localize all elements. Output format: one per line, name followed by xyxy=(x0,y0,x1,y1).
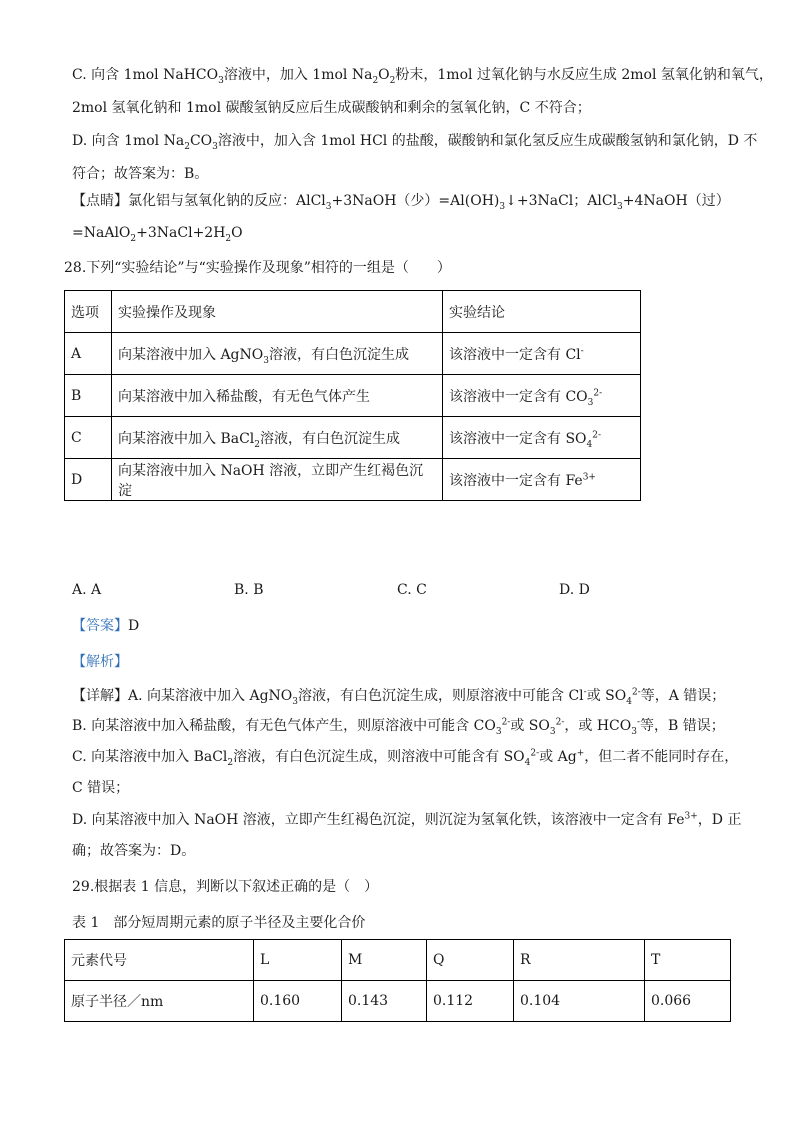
choice-d: D. D xyxy=(559,582,590,598)
header-l: L xyxy=(254,940,342,981)
choice-b: B. B xyxy=(234,582,264,598)
row-option: A xyxy=(65,333,112,375)
row-conclusion: 该溶液中一定含有 $Fe^{3+}$ xyxy=(443,459,641,501)
cell-r: 0.104 xyxy=(514,981,645,1022)
table-header-row xyxy=(65,940,731,981)
header-q: Q xyxy=(427,940,514,981)
cell-q: 0.112 xyxy=(427,981,514,1022)
header-conclusion: 实验结论 xyxy=(443,291,641,333)
question-29-title: 29.根据表 1 信息，判断以下叙述正确的是（ ） xyxy=(72,879,379,895)
option-c-explanation-line1: C. 向含 1mol NaHCO$_3$溶液中，加入 1mol $Na_2O_2$粉末，1mol 过氧化钠与水反应生成 2mol 氢氧化钠和氧气， xyxy=(72,67,773,86)
question-28-title: 28.下列“实验结论”与“实验操作及现象”相符的一组是（ ） xyxy=(64,260,451,276)
analysis-label: 【解析】 xyxy=(72,654,128,670)
detail-line-b: B. 向某溶液中加入稀盐酸，有无色气体产生，则原溶液中可能含 $CO_3^{2-}$或 $SO_3^{2-}$，或 $HCO_3^-$等，B 错误； xyxy=(72,717,725,737)
option-d-explanation-line2: 符合；故答案为：B。 xyxy=(72,166,209,182)
question-29-table xyxy=(64,939,731,1022)
row-option: D xyxy=(65,459,112,501)
cell-m: 0.143 xyxy=(342,981,427,1022)
detail-line-c: C. 向某溶液中加入 BaCl$_2$溶液，有白色沉淀生成，则溶液中可能含有 $SO_4^{2-}$或 Ag+，但二者不能同时存在， xyxy=(72,748,739,768)
row-label: 原子半径／nm xyxy=(65,981,254,1022)
option-d-explanation-line1: D. 向含 1mol $Na_2CO_3$溶液中，加入含 1mol HCl 的盐酸，碳酸钠和氯化氢反应生成碳酸氢钠和氯化钠，D 不 xyxy=(72,133,758,152)
choice-c: C. C xyxy=(397,582,427,598)
table-row xyxy=(65,417,641,459)
detail-line-d2: 确；故答案为：D。 xyxy=(72,843,196,859)
option-c-explanation-line2: 2mol 氢氧化钠和 1mol 碳酸氢钠反应后生成碳酸钠和剩余的氢氧化钠，C 不符合； xyxy=(72,100,591,116)
row-operation: 向某溶液中加入稀盐酸，有无色气体产生 xyxy=(112,375,443,417)
question-28-table xyxy=(64,290,641,501)
row-operation: 向某溶液中加入 BaCl$_2$溶液，有白色沉淀生成 xyxy=(112,417,443,459)
row-conclusion: 该溶液中一定含有 $SO_4^{2-}$ xyxy=(443,417,641,459)
cell-t: 0.066 xyxy=(645,981,731,1022)
row-option: C xyxy=(65,417,112,459)
detail-line-d: D. 向某溶液中加入 NaOH 溶液，立即产生红褐色沉淀，则沉淀为氢氧化铁，该溶液中一定含有 $Fe^{3+}$，D 正 xyxy=(72,811,742,828)
header-t: T xyxy=(645,940,731,981)
header-r: R xyxy=(514,940,645,981)
dianjing-line2: $=NaAlO_2+3NaCl+2H_2O$ xyxy=(72,225,243,244)
row-option: B xyxy=(65,375,112,417)
detail-line-a: 【详解】A. 向某溶液中加入 AgNO$_3$溶液，有白色沉淀生成，则原溶液中可能含 Cl-或 $SO_4^{2-}$等，A 错误； xyxy=(72,687,726,707)
table-row xyxy=(65,375,641,417)
header-element-code: 元素代号 xyxy=(65,940,254,981)
table-header-row xyxy=(65,291,641,333)
row-operation: 向某溶液中加入 NaOH 溶液，立即产生红褐色沉淀 xyxy=(112,459,443,501)
dianjing-line1: 【点睛】氯化铝与氢氧化钠的反应：AlCl$_3$+3NaOH（少）$=Al(OH)_3↓+3NaCl$；AlCl$_3$+4NaOH（过） xyxy=(72,193,730,212)
detail-line-c2: C 错误； xyxy=(72,780,130,796)
table-row xyxy=(65,981,731,1022)
cell-l: 0.160 xyxy=(254,981,342,1022)
table-row xyxy=(65,459,641,501)
table-caption: 表 1 部分短周期元素的原子半径及主要化合价 xyxy=(72,915,366,931)
header-operation: 实验操作及现象 xyxy=(112,291,443,333)
row-conclusion: 该溶液中一定含有 Cl- xyxy=(443,333,641,375)
header-m: M xyxy=(342,940,427,981)
row-conclusion: 该溶液中一定含有 $CO_3^{2-}$ xyxy=(443,375,641,417)
table-row xyxy=(65,333,641,375)
choice-a: A. A xyxy=(72,582,102,598)
answer-line: 【答案】D xyxy=(72,618,140,634)
row-operation: 向某溶液中加入 AgNO$_3$溶液，有白色沉淀生成 xyxy=(112,333,443,375)
header-option: 选项 xyxy=(65,291,112,333)
